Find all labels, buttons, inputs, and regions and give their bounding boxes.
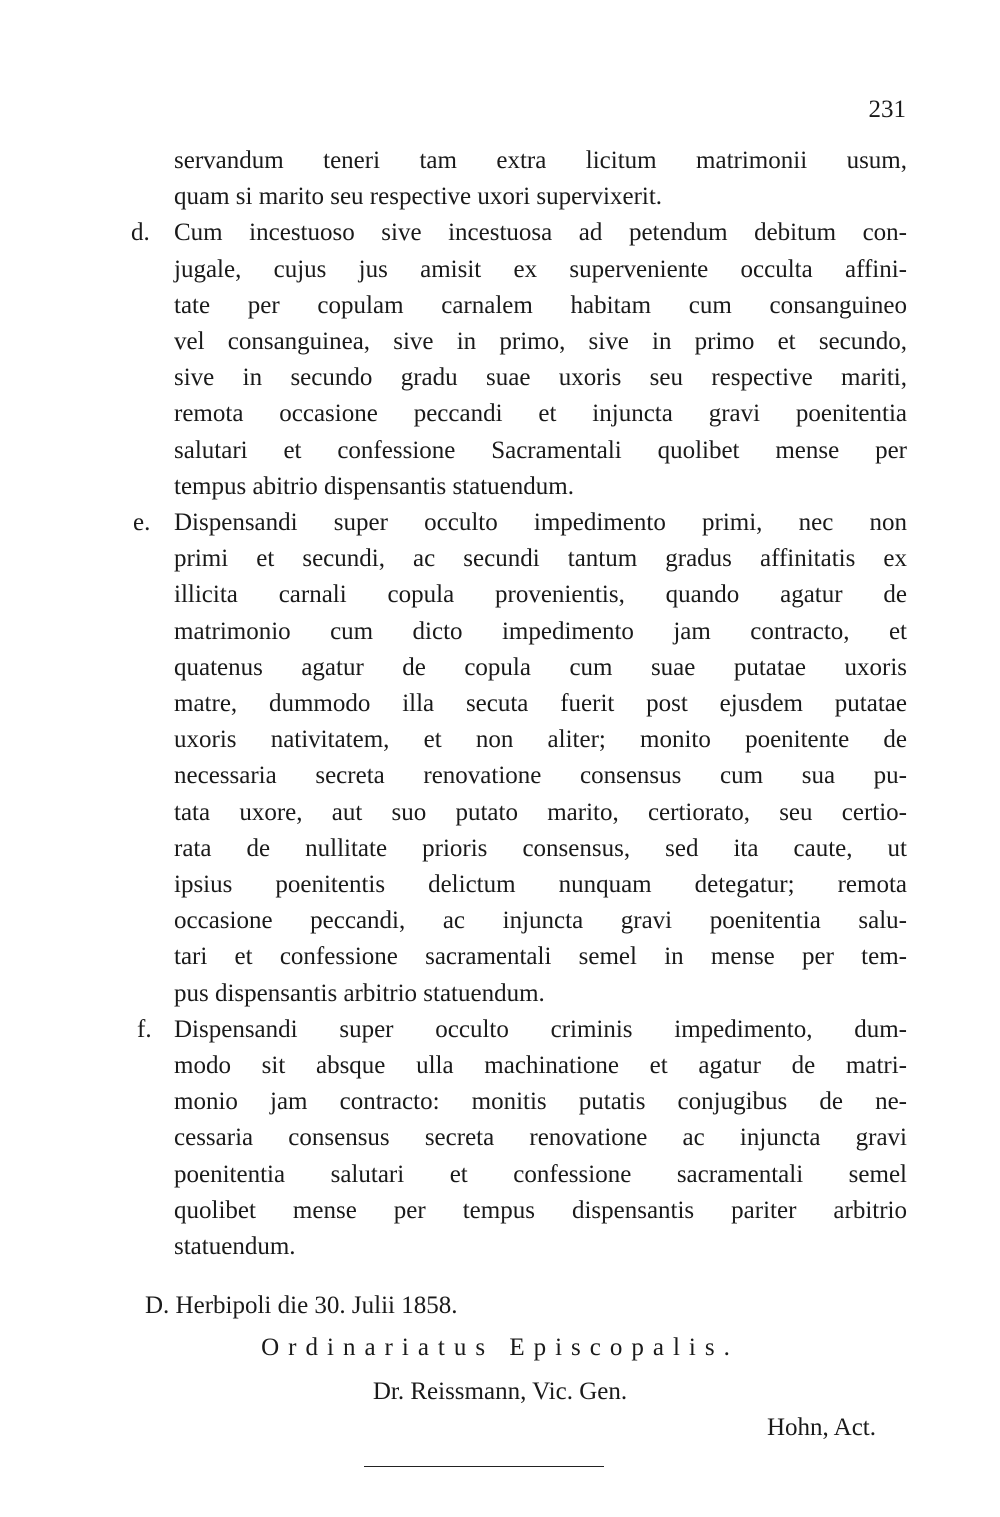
item-marker: d. bbox=[131, 219, 150, 247]
text-line: monio jam contracto: monitis putatis conjugibus de ne- bbox=[174, 1088, 907, 1116]
item-marker: f. bbox=[137, 1015, 152, 1043]
text-line: Dispensandi super occulto criminis impedimento, dum- bbox=[174, 1015, 907, 1043]
text-line: tempus abitrio dispensantis statuendum. bbox=[174, 472, 574, 500]
text-line: tari et confessione sacramentali semel in mense per tem- bbox=[174, 943, 907, 971]
text-line: pus dispensantis arbitrio statuendum. bbox=[174, 979, 545, 1007]
text-line: quam si marito seu respective uxori supervixerit. bbox=[174, 183, 663, 211]
ordinariatus-heading: Ordinariatus Episcopalis. bbox=[261, 1334, 739, 1361]
text-line: cessaria consensus secreta renovatione ac injuncta gravi bbox=[174, 1124, 907, 1152]
text-line: modo sit absque ulla machinatione et agatur de matri- bbox=[174, 1052, 907, 1079]
item-marker: e. bbox=[133, 509, 151, 536]
text-line: uxoris nativitatem, et non aliter; monito poenitente de bbox=[174, 726, 907, 754]
text-line: jugale, cujus jus amisit ex superveniente occulta affini- bbox=[174, 255, 907, 283]
page-number: 231 bbox=[868, 96, 906, 123]
closing-rule bbox=[364, 1466, 604, 1467]
text-line: servandum teneri tam extra licitum matrimonii usum, bbox=[174, 147, 907, 174]
text-line: poenitentia salutari et confessione sacramentali semel bbox=[174, 1160, 907, 1188]
text-line: Cum incestuoso sive incestuosa ad petendum debitum con- bbox=[174, 219, 907, 247]
text-line: Dispensandi super occulto impedimento primi, nec non bbox=[174, 509, 907, 536]
text-line: tata uxore, aut suo putato marito, certiorato, seu certio- bbox=[174, 798, 907, 826]
text-line: remota occasione peccandi et injuncta gravi poenitentia bbox=[174, 400, 907, 428]
text-line: rata de nullitate prioris consensus, sed ita caute, ut bbox=[174, 834, 907, 862]
text-line: necessaria secreta renovatione consensus cum sua pu- bbox=[174, 762, 907, 790]
vicar-general-signature: Dr. Reissmann, Vic. Gen. bbox=[372, 1378, 628, 1405]
text-line: matre, dummodo illa secuta fuerit post ejusdem putatae bbox=[174, 690, 907, 717]
text-line: sive in secundo gradu suae uxoris seu respective mariti, bbox=[174, 364, 907, 392]
text-line: quolibet mense per tempus dispensantis pariter arbitrio bbox=[174, 1196, 907, 1224]
text-line: occasione peccandi, ac injuncta gravi poenitentia salu- bbox=[174, 907, 907, 935]
actuary-signature: Hohn, Act. bbox=[766, 1414, 876, 1441]
date-line: D. Herbipoli die 30. Julii 1858. bbox=[145, 1292, 458, 1319]
text-line: illicita carnali copula provenientis, quando agatur de bbox=[174, 581, 907, 609]
text-line: vel consanguinea, sive in primo, sive in primo et secundo, bbox=[174, 328, 907, 355]
text-line: tate per copulam carnalem habitam cum consanguineo bbox=[174, 291, 907, 319]
text-line: primi et secundi, ac secundi tantum gradus affinitatis ex bbox=[174, 545, 907, 573]
text-line: ipsius poenitentis delictum nunquam detegatur; remota bbox=[174, 871, 907, 898]
text-line: quatenus agatur de copula cum suae putatae uxoris bbox=[174, 653, 907, 681]
text-line: matrimonio cum dicto impedimento jam contracto, et bbox=[174, 617, 907, 645]
text-line: salutari et confessione Sacramentali quolibet mense per bbox=[174, 436, 907, 464]
text-line: statuendum. bbox=[174, 1233, 296, 1260]
